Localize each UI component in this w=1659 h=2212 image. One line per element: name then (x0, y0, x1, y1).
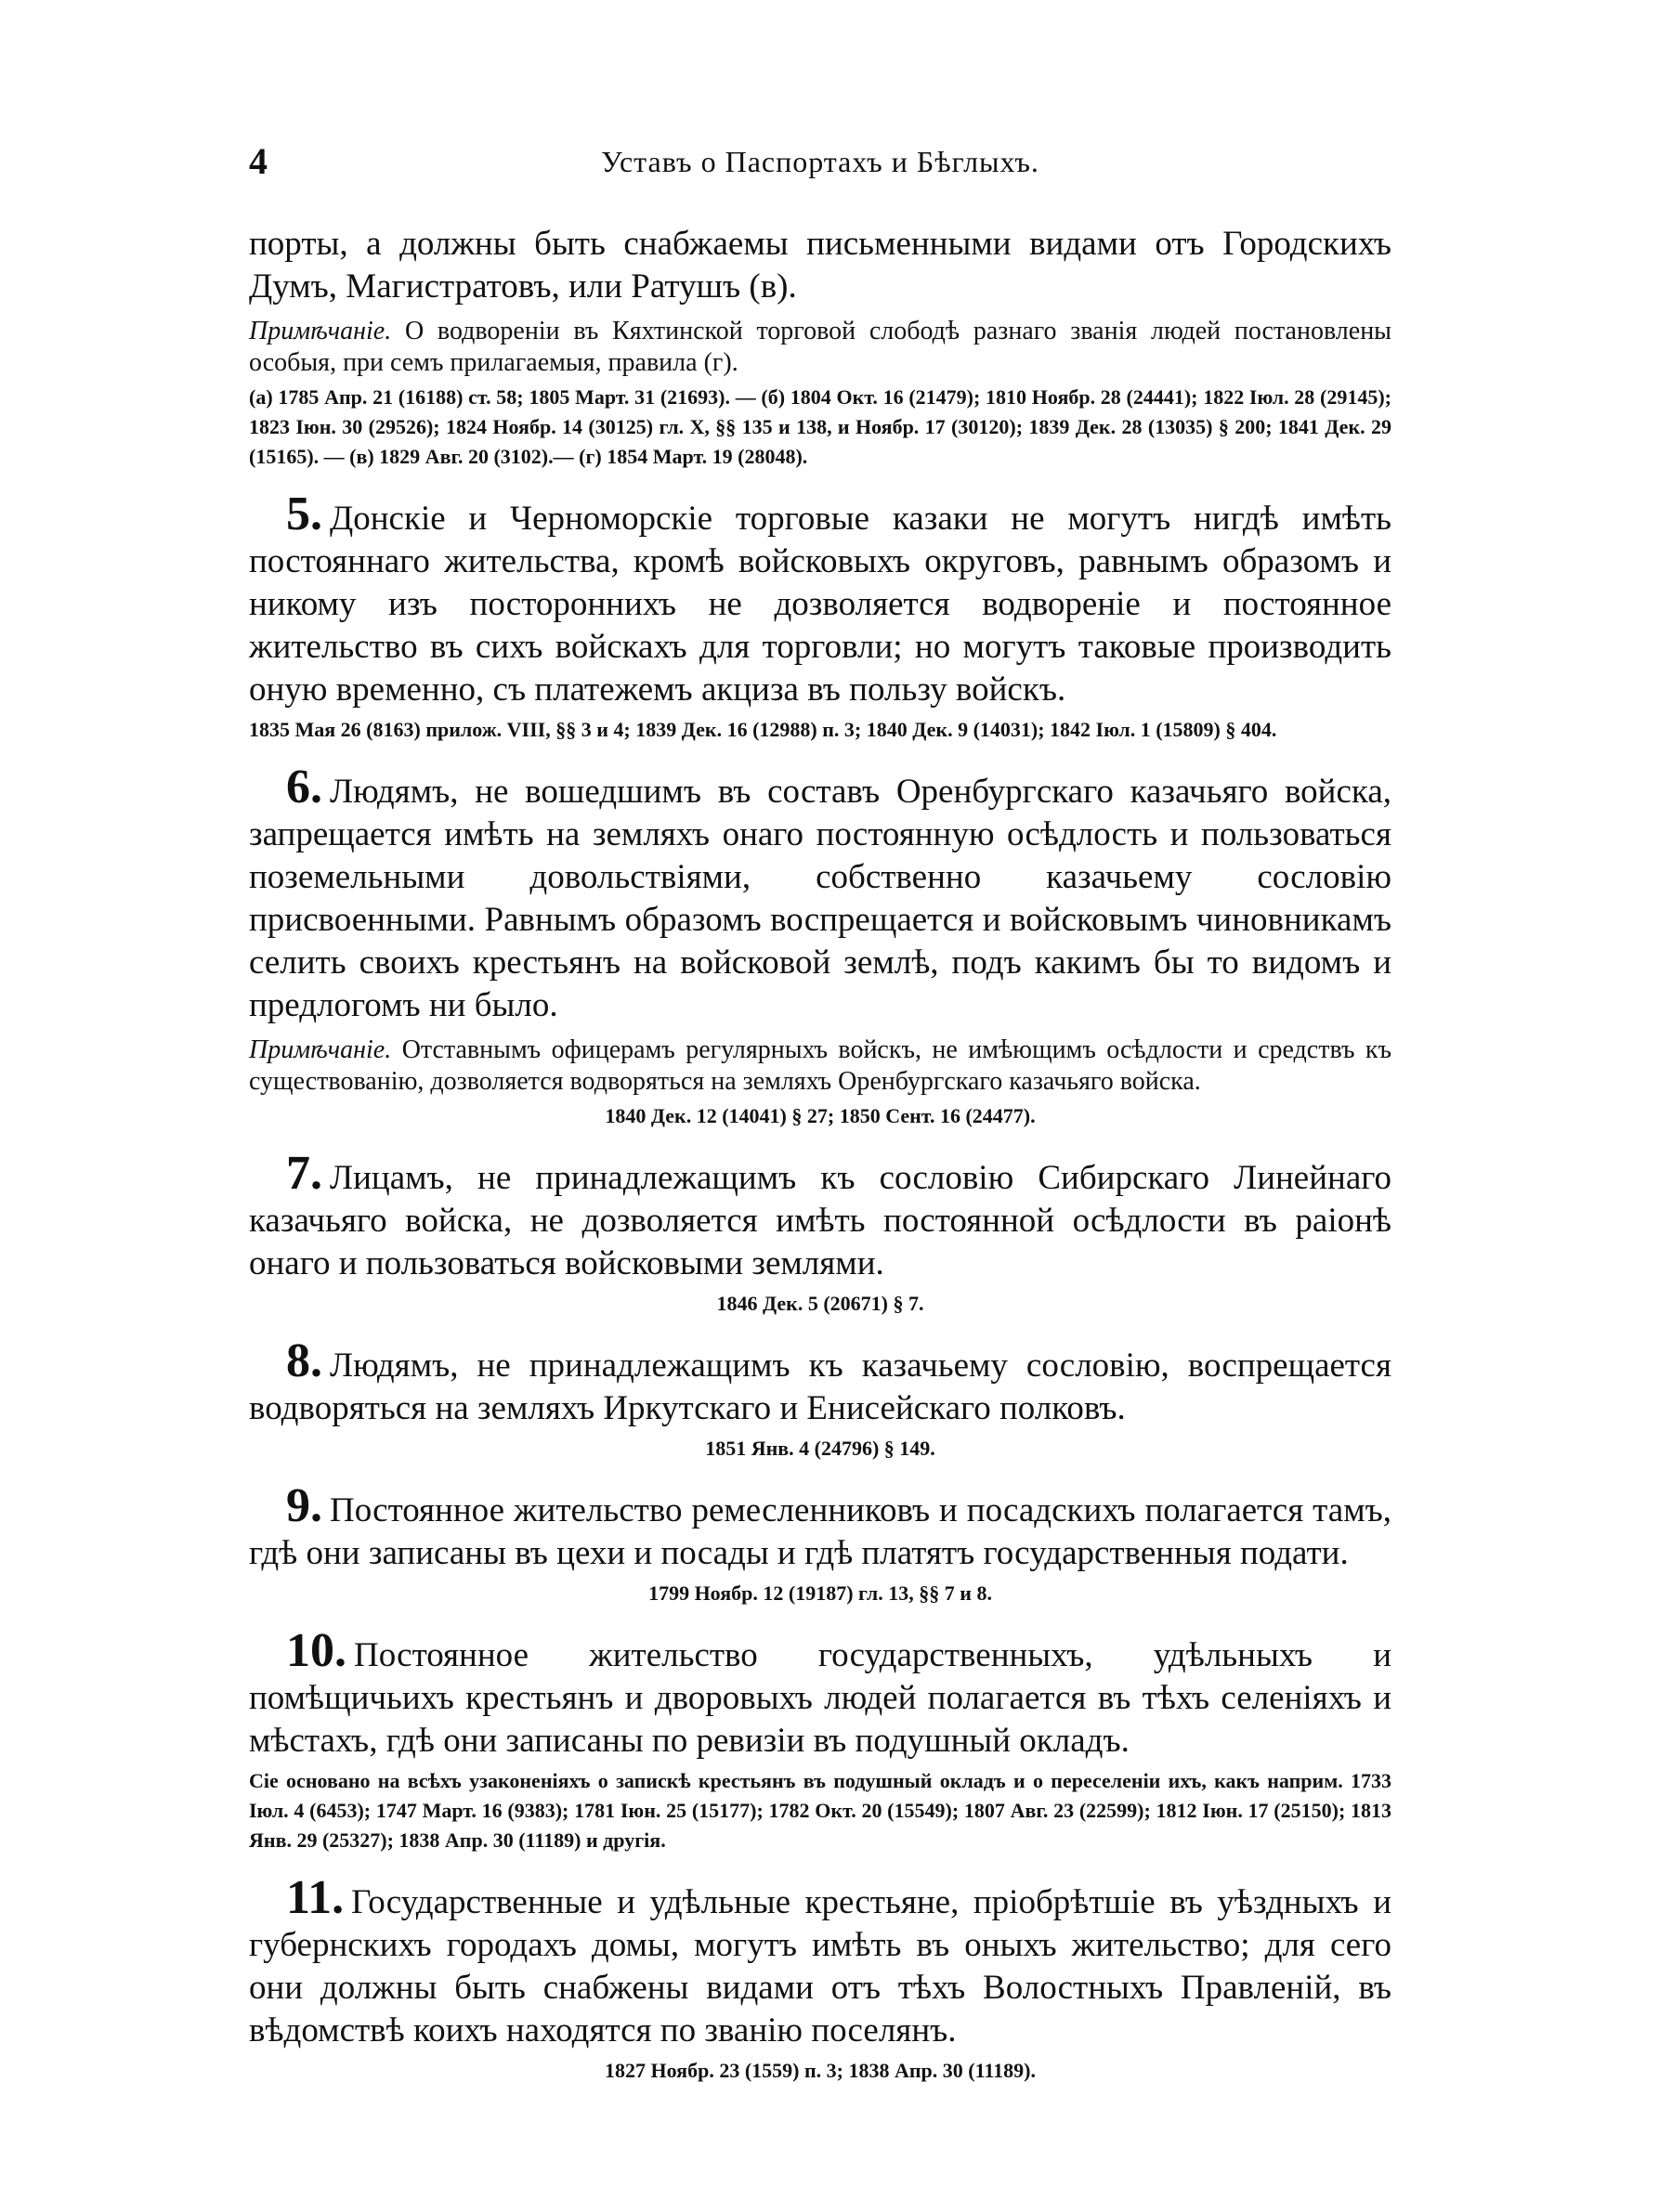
intro-refs: (а) 1785 Апр. 21 (16188) ст. 58; 1805 Март. 31 (21693). — (б) 1804 Окт. 16 (21479); 1810 Ноябр. 28 (24441); 1822 Іюл. 28 (29145); 1823 Іюн. 30 (29526); 1824 Ноябр. 14 (30125) гл. X, §§ 135 и 138, и Ноябр. 17 (30120); 1839 Дек. 28 (13035) § 200; 1841 Дек. 29 (15165). — (в) 1829 Авг. 20 (3102).— (г) 1854 Март. 19 (28048). (249, 385, 1391, 468)
article-text: Лицамъ, не принадлежащимъ къ сословію Сибирскаго Линейнаго казачьяго войска, не дозволяется имѣть постоянной осѣдлости въ раіонѣ онаго и пользоваться войсковыми землями. (249, 1159, 1391, 1282)
article-refs: 1827 Ноябр. 23 (1559) п. 3; 1838 Апр. 30 (11189). (604, 2059, 1036, 2082)
article-refs: 1846 Дек. 5 (20671) § 7. (716, 1292, 924, 1315)
article-5 (249, 488, 1391, 745)
article-7 (249, 1147, 1391, 1319)
page (249, 139, 1391, 2086)
article-text: Людямъ, не вошедшимъ въ составъ Оренбургскаго казачьяго войска, запрещается имѣть на земляхъ онаго постоянную осѣдлость и пользоваться поземельными довольствіями, собственно казачьему сословію присвоенными. Равнымъ образомъ воспрещается и войсковымъ чиновникамъ селить своихъ крестьянъ на войсковой землѣ, подъ какимъ бы то видомъ и предлогомъ ни было. (249, 773, 1391, 1024)
page-header (249, 139, 1391, 195)
article-note (249, 1034, 1391, 1098)
intro-section (249, 223, 1391, 472)
intro-text: порты, а должны быть снабжаемы письменными видами отъ Городскихъ Думъ, Магистратовъ, или Ратушъ (в). (249, 225, 1391, 306)
note-label: Примѣчаніе. (249, 317, 392, 345)
article-number: 7. (286, 1147, 322, 1200)
page-number: 4 (249, 140, 268, 182)
article-number: 8. (286, 1334, 322, 1387)
running-head: Уставъ о Паспортахъ и Бѣглыхъ. (601, 145, 1039, 178)
note-text: Отставнымъ офицерамъ регулярныхъ войскъ, не имѣющимъ осѣдлости и средствъ къ существованію, дозволяется водворяться на земляхъ Оренбургскаго казачьяго войска. (249, 1035, 1392, 1096)
article-refs: Сіе основано на всѣхъ узаконеніяхъ о запискѣ крестьянъ въ подушный окладъ и о переселеніи ихъ, какъ наприм. 1733 Іюл. 4 (6453); 1747 Март. 16 (9383); 1781 Іюн. 25 (15177); 1782 Окт. 20 (15549); 1807 Авг. 23 (22599); 1812 Іюн. 17 (25150); 1813 Янв. 29 (25327); 1838 Апр. 30 (11189) и другія. (249, 1769, 1391, 1852)
note-text: О водвореніи въ Кяхтинской торговой слободѣ разнаго званія людей постановлены особыя, при семъ прилагаемыя, правила (г). (249, 317, 1391, 377)
note-label: Примѣчаніе. (249, 1035, 392, 1064)
article-number: 6. (286, 761, 322, 813)
article-number: 5. (286, 488, 322, 540)
article-text: Донскіе и Черноморскіе торговые казаки не могутъ нигдѣ имѣть постояннаго жительства, кромѣ войсковыхъ округовъ, равнымъ образомъ и никому изъ постороннихъ не дозволяется водвореніе и постоянное жительство въ сихъ войскахъ для торговли; но могутъ таковые производить оную временно, съ платежемъ акциза въ пользу войскъ. (249, 500, 1391, 709)
article-8 (249, 1334, 1391, 1464)
article-refs: 1840 Дек. 12 (14041) § 27; 1850 Сент. 16 (24477). (605, 1104, 1036, 1127)
article-9 (249, 1479, 1391, 1608)
article-text: Государственные и удѣльные крестьяне, пріобрѣтшіе въ уѣздныхъ и губернскихъ городахъ домы, могутъ имѣть въ оныхъ жительство; для сего они должны быть снабжены видами отъ тѣхъ Волостныхъ Правленій, въ вѣдомствѣ коихъ находятся по званію поселянъ. (249, 1883, 1391, 2049)
article-text: Постоянное жительство государственныхъ, удѣльныхъ и помѣщичьихъ крестьянъ и дворовыхъ людей полагается въ тѣхъ селеніяхъ и мѣстахъ, гдѣ они записаны по ревизіи въ подушный окладъ. (249, 1636, 1391, 1760)
intro-note (249, 316, 1391, 379)
article-number: 10. (286, 1624, 346, 1677)
article-number: 11. (286, 1871, 345, 1924)
article-number: 9. (286, 1479, 322, 1532)
article-11 (249, 1871, 1391, 2086)
article-text: Людямъ, не принадлежащимъ къ казачьему сословію, воспрещается водворяться на земляхъ Иркутскаго и Енисейскаго полковъ. (249, 1347, 1391, 1427)
article-refs: 1835 Мая 26 (8163) прилож. VIII, §§ 3 и 4; 1839 Дек. 16 (12988) п. 3; 1840 Дек. 9 (14031); 1842 Іюл. 1 (15809) § 404. (249, 718, 1277, 741)
article-text: Постоянное жительство ремесленниковъ и посадскихъ полагается тамъ, гдѣ они записаны въ цехи и посады и гдѣ платятъ государственныя подати. (249, 1491, 1391, 1572)
article-refs: 1799 Ноябр. 12 (19187) гл. 13, §§ 7 и 8. (648, 1581, 992, 1605)
article-10 (249, 1624, 1391, 1855)
article-refs: 1851 Янв. 4 (24796) § 149. (705, 1437, 935, 1460)
article-6 (249, 761, 1392, 1131)
